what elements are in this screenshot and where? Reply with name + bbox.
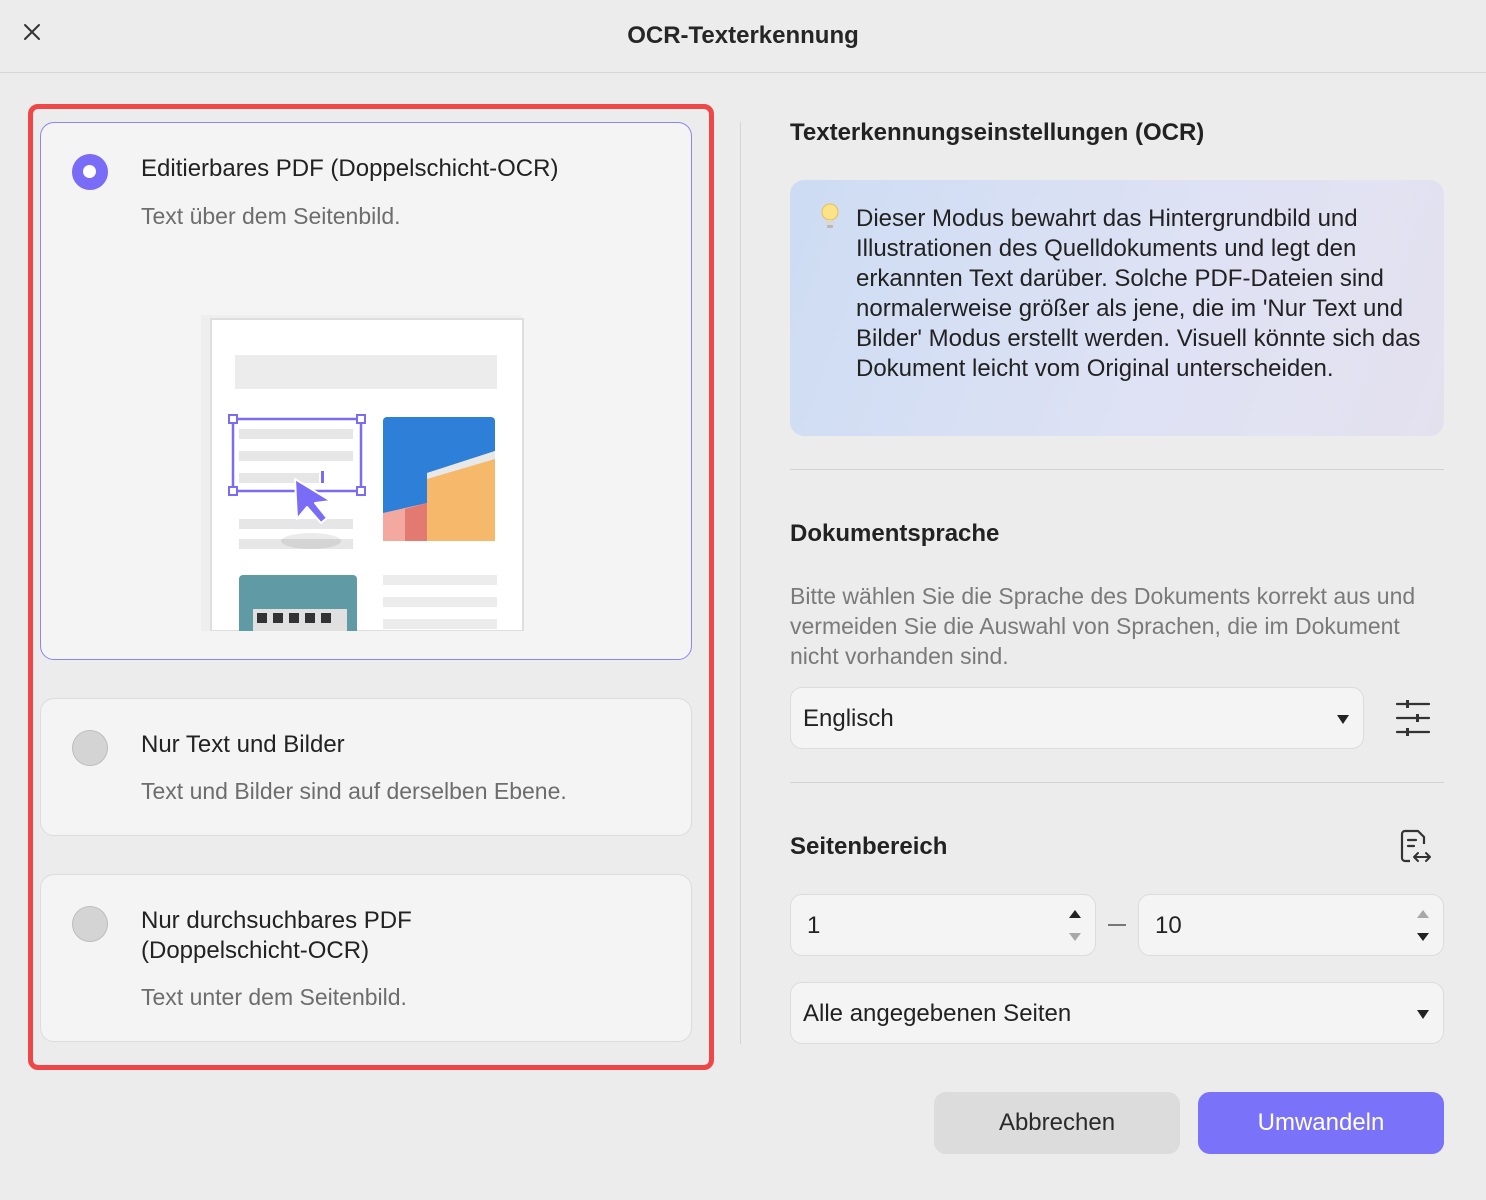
page-from-input[interactable] [790, 894, 1096, 956]
page-scope-select[interactable] [790, 982, 1444, 1044]
decrement-icon[interactable] [1069, 933, 1081, 941]
option-text-and-images[interactable] [40, 698, 692, 836]
range-separator [1108, 924, 1126, 926]
settings-title: Texterkennungseinstellungen (OCR) [790, 119, 1205, 146]
option-title: Nur Text und Bilder [141, 731, 345, 758]
option-description: Text über dem Seitenbild. [141, 203, 401, 229]
option-title: Editierbares PDF (Doppelschicht-OCR) [141, 155, 559, 182]
option-description: Text und Bilder sind auf derselben Ebene. [141, 778, 567, 804]
option-editable-pdf[interactable] [40, 122, 692, 660]
chevron-down-icon [1417, 1010, 1429, 1019]
decrement-icon[interactable] [1417, 933, 1429, 941]
info-text: Dieser Modus bewahrt das Hintergrundbild und Illustrationen des Quelldokuments und legt den erkannten Text darüber. Solche PDF-Dateien sind normalerweise größer als jene, die im 'Nur Text und Bilder' Modus erstellt werden. Visuell könnte sich das Dokument leicht vom Original unterscheiden. [856, 205, 1421, 382]
divider [790, 469, 1444, 470]
increment-icon[interactable] [1069, 910, 1081, 918]
radio-searchable-pdf[interactable] [72, 906, 108, 942]
convert-button[interactable]: Umwandeln [1198, 1092, 1444, 1154]
increment-icon[interactable] [1417, 910, 1429, 918]
radio-text-and-images[interactable] [72, 730, 108, 766]
page-to-input[interactable] [1138, 894, 1444, 956]
radio-editable-pdf[interactable] [72, 154, 108, 190]
info-box [790, 180, 1444, 436]
page-scope-value: Alle angegebenen Seiten [803, 1000, 1072, 1027]
page-to-value: 10 [1155, 912, 1182, 939]
sliders-icon[interactable] [1394, 698, 1432, 738]
chevron-down-icon [1337, 715, 1349, 724]
page-range-title: Seitenbereich [790, 833, 948, 860]
option-description: Text unter dem Seitenbild. [141, 984, 407, 1010]
lightbulb-icon [818, 202, 842, 232]
option-title-line-1: Nur durchsuchbares PDF [141, 907, 412, 934]
window-title: OCR-Texterkennung [627, 22, 859, 49]
divider [790, 782, 1444, 783]
page-range-icon[interactable] [1396, 828, 1434, 866]
option-searchable-pdf[interactable] [40, 874, 692, 1042]
panel-divider [740, 122, 741, 1044]
title-bar [0, 0, 1486, 73]
page-range-button[interactable] [1396, 828, 1434, 866]
option-title-line-2: (Doppelschicht-OCR) [141, 937, 370, 964]
page-from-value: 1 [807, 912, 821, 939]
language-title: Dokumentsprache [790, 520, 1000, 547]
cancel-button[interactable]: Abbrechen [934, 1092, 1180, 1154]
language-select[interactable] [790, 687, 1364, 749]
language-settings-button[interactable] [1394, 698, 1432, 738]
language-select-value: Englisch [803, 705, 894, 732]
language-help-text: Bitte wählen Sie die Sprache des Dokuments korrekt aus und vermeiden Sie die Auswahl von Sprachen, die im Dokument nicht vorhanden sind. [790, 583, 1416, 669]
document-illustration [191, 313, 551, 631]
